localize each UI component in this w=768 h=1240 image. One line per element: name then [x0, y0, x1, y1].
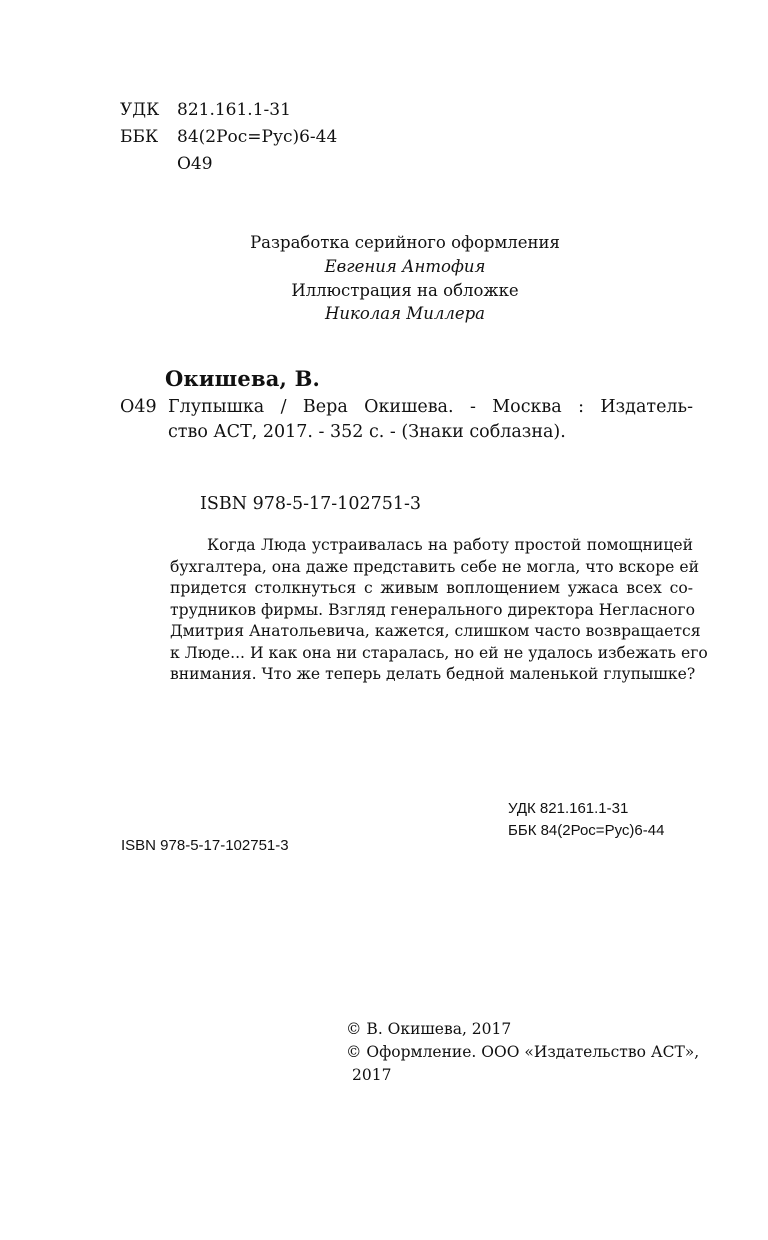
cover-illustrator: Николая Миллера: [324, 304, 485, 323]
annotation-line: к Люде... И как она ни старалась, но ей не удалось избежать его: [170, 643, 708, 662]
footer-bbk: ББК 84(2Рос=Рус)6-44: [508, 822, 665, 839]
annotation-line: Когда Люда устраивалась на работу простой помощницей: [207, 536, 693, 554]
udk-row: [120, 98, 291, 122]
copyright-author: © В. Окишева, 2017: [346, 1020, 512, 1038]
bbk-row: [120, 125, 337, 149]
record-author-mark: О49: [120, 397, 157, 417]
copyright-block: [346, 1018, 699, 1087]
copyright-design: © Оформление. ООО «Издательство АСТ»,: [346, 1043, 700, 1061]
footer-codes: [508, 798, 664, 842]
description-line: Глупышка / Вера Окишева. - Москва : Издатель-: [168, 397, 693, 417]
bbk-value: 84(2Рос=Рус)6-44: [177, 127, 338, 147]
footer-udk: УДК 821.161.1-31: [508, 800, 629, 817]
annotation-line: трудников фирмы. Взгляд генерального директора Негласного: [170, 600, 695, 619]
isbn-main: ISBN 978-5-17-102751-3: [200, 494, 422, 514]
udk-value: 821.161.1-31: [177, 100, 291, 120]
udk-label: УДК: [120, 100, 160, 120]
annotation-line: придется столкнуться с живым воплощением ужаса всех со-: [170, 579, 693, 597]
series-design-label: Разработка серийного оформления: [250, 233, 560, 252]
annotation: [170, 535, 708, 686]
author-mark: О49: [177, 154, 213, 174]
bbk-label: ББК: [120, 127, 159, 147]
copyright-year: 2017: [352, 1066, 392, 1084]
annotation-line: бухгалтера, она даже представить себе не могла, что вскоре ей: [170, 557, 699, 576]
bibliographic-description: [168, 395, 693, 445]
annotation-line: внимания. Что же теперь делать бедной маленькой глупышке?: [170, 665, 696, 683]
author-heading: Окишева, В.: [165, 366, 321, 391]
annotation-line: Дмитрия Анатольевича, кажется, слишком часто возвращается: [170, 622, 701, 640]
series-designer: Евгения Антофия: [324, 257, 486, 276]
isbn-footer: ISBN 978-5-17-102751-3: [121, 837, 289, 854]
description-line: ство АСТ, 2017. - 352 с. - (Знаки соблазна).: [168, 422, 566, 442]
cover-illustration-label: Иллюстрация на обложке: [291, 281, 519, 300]
author-mark-row: [177, 152, 213, 176]
